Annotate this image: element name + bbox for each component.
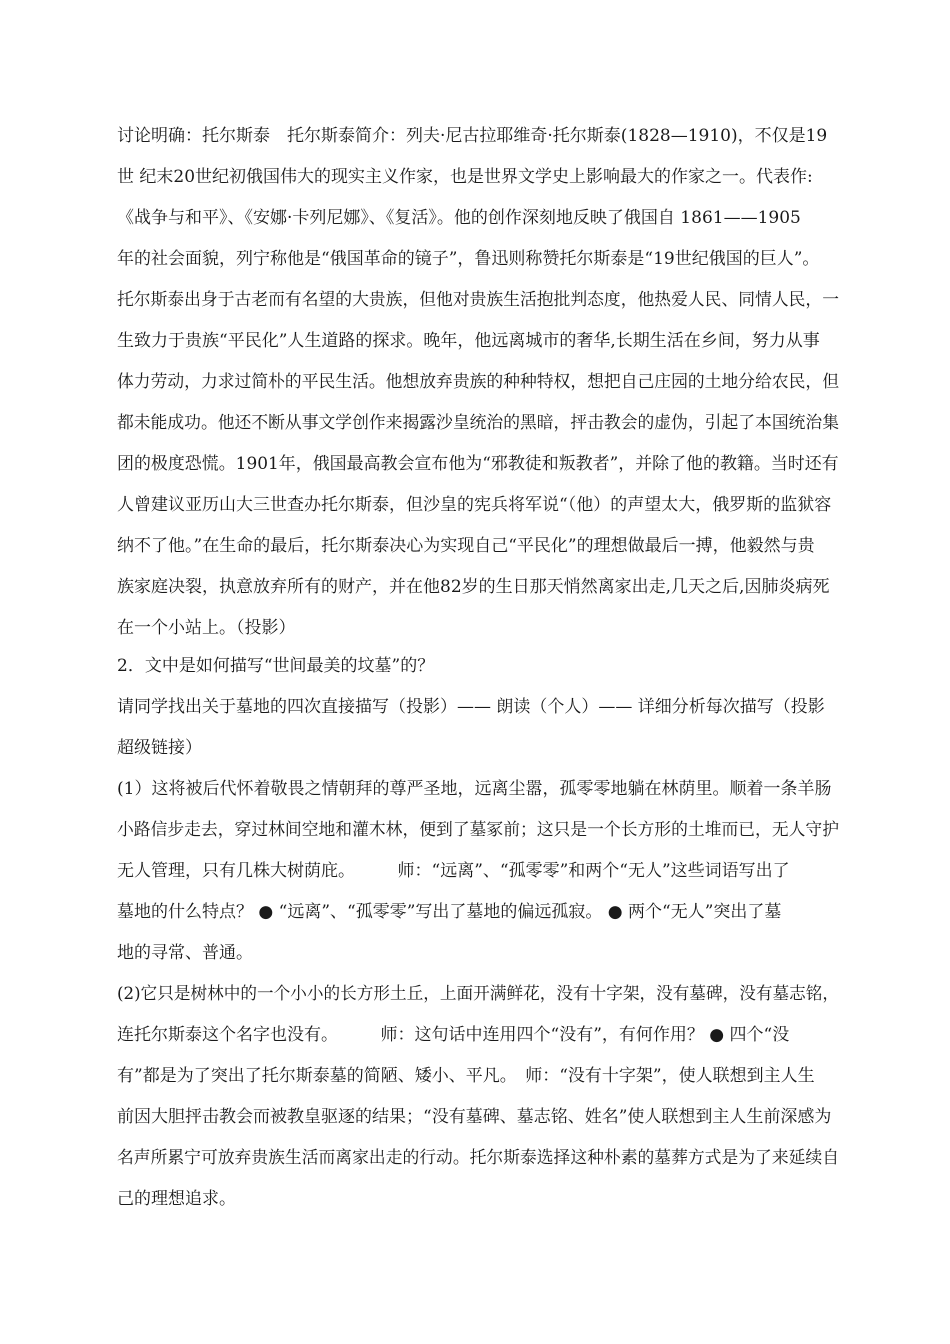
text-line: 托尔斯泰出身于古老而有名望的大贵族，但他对贵族生活抱批判态度，他热爱人民、同情人民，一 [117, 290, 840, 310]
text-line: 己的理想追求。 [117, 1189, 236, 1209]
text-line: 地的寻常、普通。 [117, 943, 253, 963]
text-line: 《战争与和平》、《安娜·卡列尼娜》、《复活》。他的创作深刻地反映了俄国自 1861——1905 [117, 208, 801, 228]
text-line: 有”都是为了突出了托尔斯泰墓的简陋、矮小、平凡。 师：“没有十字架”，使人联想到主人生 [117, 1066, 815, 1086]
text-line: 小路信步走去，穿过林间空地和灌木林，便到了墓冢前；这只是一个长方形的土堆而已，无人守护 [117, 820, 840, 840]
text-line: 请同学找出关于墓地的四次直接描写（投影）—— 朗读（个人）—— 详细分析每次描写（投影 [117, 697, 825, 717]
text-line: 团的极度恐慌。1901年，俄国最高教会宣布他为“邪教徒和叛教者”，并除了他的教籍。当时还有 [117, 454, 839, 474]
text-line: 连托尔斯泰这个名字也没有。 师：这句话中连用四个“没有”，有何作用？ ● 四个“没 [117, 1025, 790, 1045]
text-line: 超级链接） [117, 738, 202, 758]
text-line: 人曾建议亚历山大三世查办托尔斯泰，但沙皇的宪兵将军说“（他）的声望太大，俄罗斯的监狱容 [117, 495, 832, 515]
text-line: 前因大胆抨击教会而被教皇驱逐的结果；“没有墓碑、墓志铭、姓名”使人联想到主人生前深感为 [117, 1107, 832, 1127]
text-line: 年的社会面貌，列宁称他是“俄国革命的镜子”，鲁迅则称赞托尔斯泰是“19世纪俄国的巨人”。 [117, 249, 820, 269]
text-line: (2)它只是树林中的一个小小的长方形土丘，上面开满鲜花，没有十字架，没有墓碑，没有墓志铭， [117, 984, 840, 1004]
text-line: 名声所累宁可放弃贵族生活而离家出走的行动。托尔斯泰选择这种朴素的墓葬方式是为了来延续自 [117, 1148, 840, 1168]
text-line: 墓地的什么特点？ ● “远离”、“孤零零”写出了墓地的偏远孤寂。 ● 两个“无人”突出了墓 [117, 902, 782, 922]
text-line: (1）这将被后代怀着敬畏之情朝拜的尊严圣地，远离尘嚣，孤零零地躺在林荫里。顺着一条羊肠 [117, 779, 832, 799]
text-line: 体力劳动，力求过简朴的平民生活。他想放弃贵族的种种特权，想把自己庄园的土地分给农民，但 [117, 372, 840, 392]
text-line: 无人管理，只有几株大树荫庇。 师：“远离”、“孤零零”和两个“无人”这些词语写出了 [117, 861, 790, 881]
text-line: 生致力于贵族“平民化”人生道路的探求。晚年，他远离城市的奢华,长期生活在乡间，努力从事 [117, 331, 820, 351]
text-line: 族家庭决裂，执意放弃所有的财产，并在他82岁的生日那天悄然离家出走,几天之后,因肺炎病死 [117, 577, 830, 597]
text-line: 都未能成功。他还不断从事文学创作来揭露沙皇统治的黑暗，抨击教会的虚伪，引起了本国统治集 [117, 413, 840, 433]
text-line: 讨论明确：托尔斯泰 托尔斯泰简介：列夫·尼古拉耶维奇·托尔斯泰(1828—1910)，不仅是19 [117, 126, 828, 146]
text-line: 纳不了他。”在生命的最后，托尔斯泰决心为实现自己“平民化”的理想做最后一搏，他毅然与贵 [117, 536, 815, 556]
text-line: 在一个小站上。（投影） [117, 618, 296, 638]
section-heading: 2．文中是如何描写“世间最美的坟墓”的？ [117, 656, 435, 676]
text-line: 世 纪末20世纪初俄国伟大的现实主义作家，也是世界文学史上影响最大的作家之一。代表作: [117, 167, 813, 187]
